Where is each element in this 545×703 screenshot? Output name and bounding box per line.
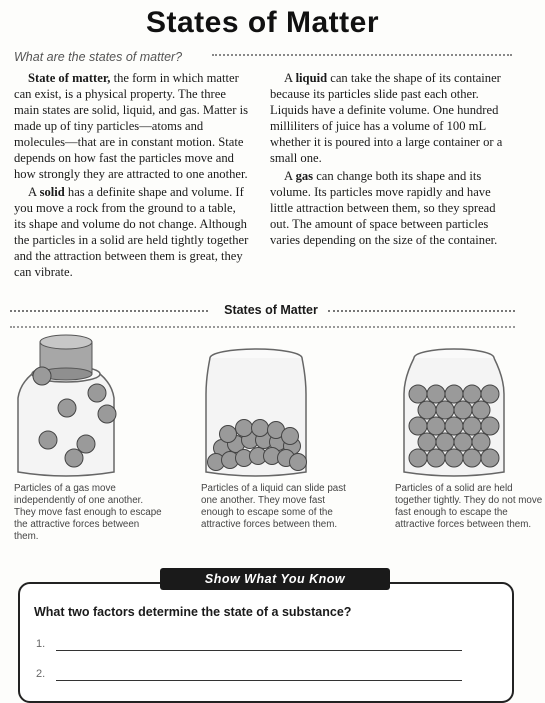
liquid-caption: Particles of a liquid can slide past one another. They move fast enough to escape some of the attractive forces between them. [201, 483, 346, 530]
particle [418, 401, 436, 419]
paragraph-solid [14, 184, 250, 280]
paragraph-gas [270, 168, 506, 248]
page-title: States of Matter [145, 6, 380, 39]
paragraph-lead: A [284, 71, 296, 85]
dotted-rule [10, 326, 515, 328]
paragraph-state-of-matter [14, 70, 250, 182]
particle [409, 385, 427, 403]
paragraph-lead: A [28, 185, 40, 199]
paragraph-text: the form in which matter can exist, is a physical property. The three main states are solid, liquid, and gas. Matter is made up of tiny particles—atoms and molecules—that are in constant motion. State depends on how fast the particles move and how strongly they are attracted to one another. [14, 71, 248, 181]
show-what-you-know-box [18, 582, 514, 703]
particle [454, 433, 472, 451]
paragraph-text: can change both its shape and its volume. Its particles move rapidly and have little attraction between them, so they spread out. The amount of space between particles varies depending on the size of the container. [270, 169, 498, 247]
particle [436, 401, 454, 419]
text-column-left [14, 70, 250, 282]
dotted-rule [10, 310, 208, 312]
particle [445, 449, 463, 467]
term-liquid: liquid [295, 71, 328, 85]
gas-jar-illustration [10, 332, 122, 482]
particle [427, 385, 445, 403]
particle [220, 426, 237, 443]
banner-label: Show What You Know [204, 572, 346, 586]
solid-jar-illustration [398, 332, 510, 482]
figure-heading-row [10, 303, 515, 317]
particle [463, 449, 481, 467]
particle [409, 449, 427, 467]
solid-caption: Particles of a solid are held together tightly. They do not move fast enough to escape the attractive forces between them. [395, 483, 543, 530]
term-state-of-matter: State of matter, [28, 71, 111, 85]
particle [463, 417, 481, 435]
term-gas: gas [295, 169, 314, 183]
particle [427, 449, 445, 467]
paragraph-text: can take the shape of its container because its particles slide past each other. Liquids have a definite volume. One hundred milliliters of juice has a volume of 100 mL whether it is poured into a large container or a small one. [270, 71, 503, 165]
particle [481, 417, 499, 435]
gas-caption: Particles of a gas move independently of one another. They move fast enough to escape the attractive forces between them. [14, 483, 162, 542]
particle [481, 385, 499, 403]
paragraph-lead: A [284, 169, 296, 183]
particle [409, 417, 427, 435]
answer-number: 1. [36, 638, 46, 650]
particle [282, 428, 299, 445]
liquid-jar-illustration [200, 332, 312, 482]
particle [454, 401, 472, 419]
paragraph-liquid [270, 70, 506, 166]
particle [418, 433, 436, 451]
particle [445, 385, 463, 403]
particle [427, 417, 445, 435]
answer-number: 2. [36, 668, 46, 680]
dotted-rule [212, 54, 512, 56]
particle [481, 449, 499, 467]
particle [236, 420, 253, 437]
particle [445, 417, 463, 435]
particle [436, 433, 454, 451]
paragraph-text: has a definite shape and volume. If you move a rock from the ground to a table, its shape and volume do not change. Although the particles in a solid are held tightly together and the attraction between them is great, they can vibrate. [14, 185, 249, 279]
answer-line-1[interactable] [56, 650, 462, 651]
particle [252, 420, 269, 437]
answer-line-2[interactable] [56, 680, 462, 681]
figure-title: States of Matter [224, 303, 318, 317]
particle [472, 401, 490, 419]
dotted-rule [328, 310, 515, 312]
term-solid: solid [39, 185, 65, 199]
show-what-you-know-banner [160, 568, 390, 590]
particle [290, 454, 307, 471]
text-column-right [270, 70, 506, 250]
question-text: What two factors determine the state of a substance? [34, 605, 352, 619]
particle [463, 385, 481, 403]
section-subtitle: What are the states of matter? [14, 50, 183, 64]
particle [472, 433, 490, 451]
